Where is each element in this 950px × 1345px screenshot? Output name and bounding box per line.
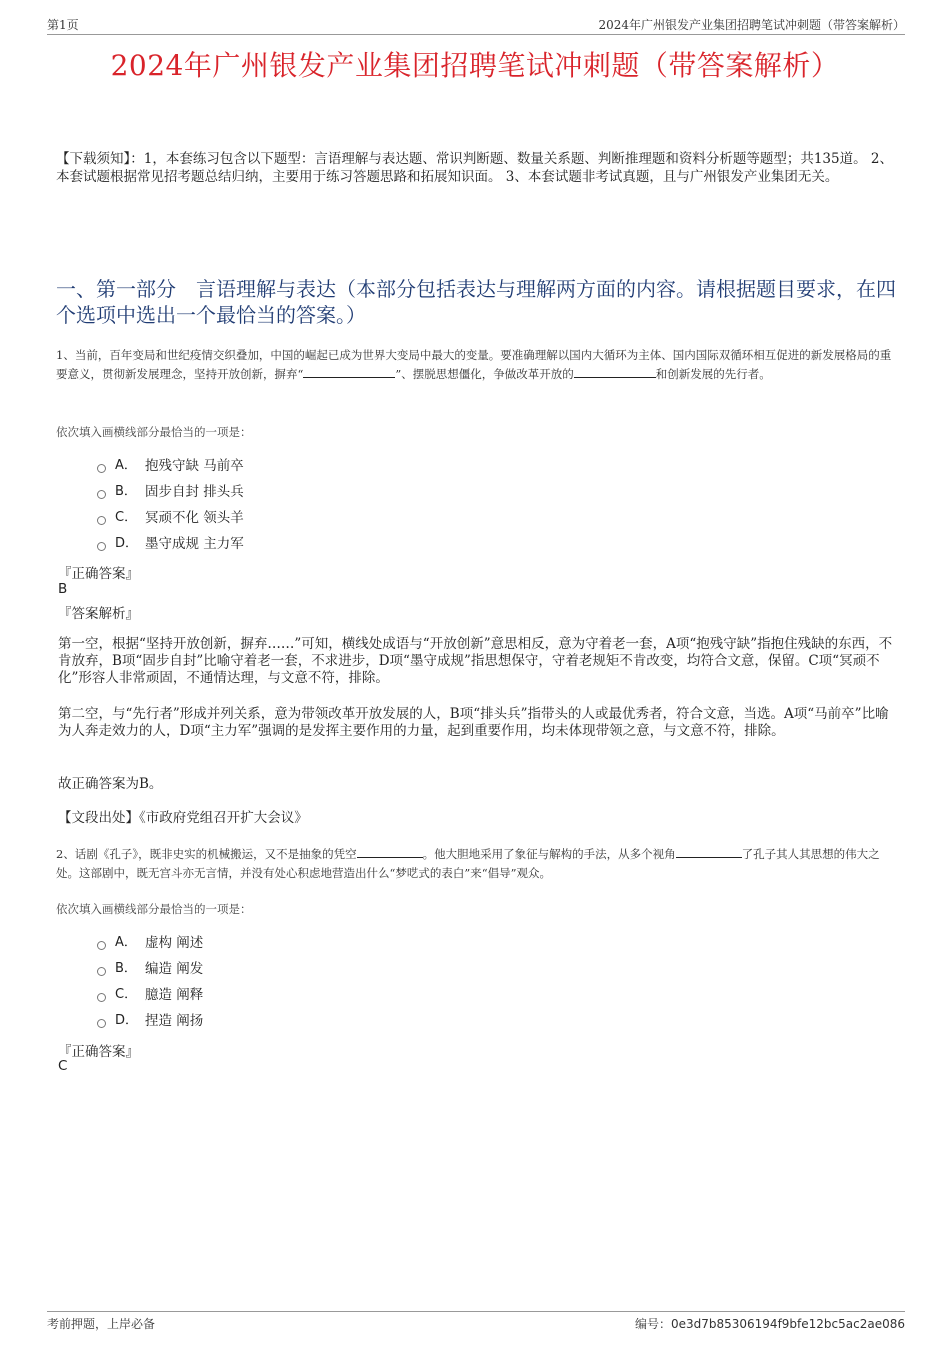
q2-option-b[interactable]: B． 编造 阐发 [97,959,203,979]
q2-option-b-text: 编造 阐发 [145,961,204,977]
q1-text-part1: 1、当前，百年变局和世纪疫情交织叠加，中国的崛起已成为世界大变局中最大的变量。要准确理解以国内大循环为主体、国内国际双循环相互促进的新发展格局的重要意义，贯彻新发展理念，坚持开放创新，摒弃“ [56,348,892,381]
q1-source: 【文段出处】《市政府党组召开扩大会议》 [58,810,308,826]
q1-blank-1 [303,365,395,378]
section-title: 一、第一部分 言语理解与表达（本部分包括表达与理解两方面的内容。请根据题目要求，在四个选项中选出一个最恰当的答案。） [56,277,896,327]
q2-answer-label: 『正确答案』 [58,1044,139,1060]
q2-option-d-text: 捏造 阐扬 [145,1013,204,1029]
q2-text-part3: 了孔子其人其思想的伟大之处。这部剧中，既无宫斗亦无言情，并没有处心积虑地营造出什么“梦呓式的表白”来“倡导”观众。 [56,847,880,880]
q1-option-c-text: 冥顽不化 领头羊 [145,510,244,526]
footer-code: 编号：0e3d7b85306194f9bfe12bc5ac2ae086 [634,1317,905,1331]
q1-option-b[interactable]: B． 固步自封 排头兵 [97,482,244,502]
q1-text-part2: ”、摆脱思想僵化，争做改革开放的 [395,367,574,381]
q1-option-d-text: 墨守成规 主力军 [145,536,244,552]
q1-analysis-label: 『答案解析』 [58,606,139,622]
q1-instruction: 依次填入画横线部分最恰当的一项是： [56,425,252,439]
q2-option-c-text: 臆造 阐释 [145,987,204,1003]
page-footer [47,1311,905,1334]
page-header [47,14,905,35]
radio-icon[interactable] [97,516,106,525]
q2-blank-2 [676,845,742,858]
document-title: 2024年广州银发产业集团招聘笔试冲刺题（带答案解析） [110,49,840,82]
page-number: 第1页 [47,18,79,32]
radio-icon[interactable] [97,967,106,976]
q2-option-c[interactable]: C． 臆造 阐释 [97,985,203,1005]
q2-blank-1 [357,845,423,858]
radio-icon[interactable] [97,490,106,499]
question-2-stem [56,845,901,883]
q1-option-c[interactable]: C． 冥顽不化 领头羊 [97,508,244,528]
q2-option-a-text: 虚构 阐述 [145,935,204,951]
question-1-stem [56,346,901,384]
q1-answer-label: 『正确答案』 [58,566,139,582]
radio-icon[interactable] [97,542,106,551]
q1-conclusion: 故正确答案为B。 [58,776,163,792]
q1-option-a[interactable]: A． 抱残守缺 马前卒 [97,456,244,476]
q1-option-b-text: 固步自封 排头兵 [145,484,244,500]
radio-icon[interactable] [97,941,106,950]
q2-text-part2: 。他大胆地采用了象征与解构的手法，从多个视角 [422,847,676,861]
radio-icon[interactable] [97,464,106,473]
q2-text-part1: 2、话剧《孔子》，既非史实的机械搬运，又不是抽象的凭空 [56,847,357,861]
q1-option-d[interactable]: D． 墨守成规 主力军 [97,534,244,554]
q1-analysis-2: 第二空，与“先行者”形成并列关系，意为带领改革开放发展的人，B项“排头兵”指带头的人或最优秀者，符合文意，当选。A项“马前卒”比喻为人奔走效力的人，D项“主力军”强调的是发挥主要作用的力量，起到重要作用，均未体现带领之意，与文意不符，排除。 [58,706,889,739]
q2-answer: C [58,1058,68,1074]
header-doc-title: 2024年广州银发产业集团招聘笔试冲刺题（带答案解析） [598,18,905,32]
q1-blank-2 [574,365,656,378]
q1-analysis-1: 第一空，根据“坚持开放创新，摒弃……”可知，横线处成语与“开放创新”意思相反，意为守着老一套，A项“抱残守缺”指抱住残缺的东西，不肯放弃，B项“固步自封”比喻守着老一套，不求进步，D项“墨守成规”指思想保守，守着老规矩不肯改变，均符合文意，保留。C项“冥顽不化”形容人非常顽固，不通情达理，与文意不符，排除。 [58,636,893,686]
q2-option-d[interactable]: D． 捏造 阐扬 [97,1011,203,1031]
q1-option-a-text: 抱残守缺 马前卒 [145,458,244,474]
radio-icon[interactable] [97,993,106,1002]
q1-answer: B [58,581,68,597]
q2-option-a[interactable]: A． 虚构 阐述 [97,933,203,953]
q2-instruction: 依次填入画横线部分最恰当的一项是： [56,902,252,916]
footer-slogan: 考前押题，上岸必备 [47,1317,156,1331]
q1-text-part3: 和创新发展的先行者。 [655,367,771,381]
download-notice: 【下载须知】：1，本套练习包含以下题型：言语理解与表达题、常识判断题、数量关系题、判断推理题和资料分析题等题型；共135道。 2、本套试题根据常见招考题总结归纳，主要用于练习答题思路和拓展知识面。 3、本套试题非考试真题，且与广州银发产业集团无关。 [56,151,893,185]
radio-icon[interactable] [97,1019,106,1028]
